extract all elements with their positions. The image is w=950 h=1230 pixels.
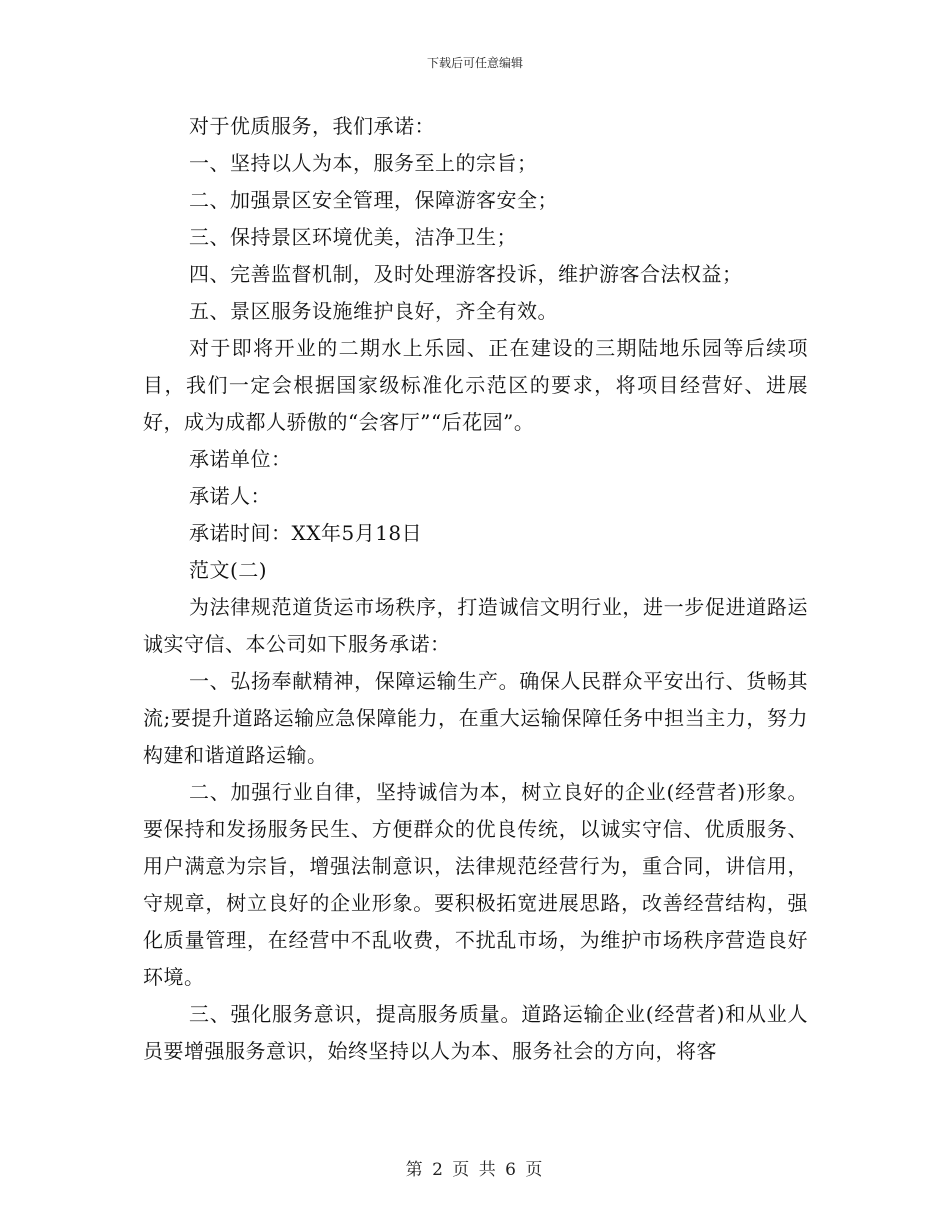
paragraph-item-3: 三、保持景区环境优美，洁净卫生；: [189, 225, 517, 249]
paragraph-sample-item-1: 一、弘扬奉献精神，保障运输生产。确保人民群众平安出行、货畅其流;要提升道路运输应急保障能力，在重大运输保障任务中担当主力，努力构建和谐道路运输。: [143, 669, 808, 767]
document-body: [143, 108, 808, 1070]
paragraph-sample-item-2: 二、加强行业自律，坚持诚信为本，树立良好的企业(经营者)形象。要保持和发扬服务民生、方便群众的优良传统，以诚实守信、优质服务、用户满意为宗旨，增强法制意识，法律规范经营行为，重合同，讲信用，守规章，树立良好的企业形象。要积极拓宽进展思路，改善经营结构，强化质量管理，在经营中不乱收费，不扰乱市场，为维护市场秩序营造良好环境。: [143, 780, 808, 989]
paragraph-item-5: 五、景区服务设施维护良好，齐全有效。: [189, 299, 558, 323]
paragraph-item-4: 四、完善监督机制，及时处理游客投诉，维护游客合法权益；: [189, 262, 743, 286]
paragraph-pledge-date: 承诺时间：XX年5月18日: [189, 521, 423, 545]
paragraph-item-2: 二、加强景区安全管理，保障游客安全；: [189, 188, 558, 212]
paragraph-future-projects: 对于即将开业的二期水上乐园、正在建设的三期陆地乐园等后续项目，我们一定会根据国家级标准化示范区的要求，将项目经营好、进展好，成为成都人骄傲的“会客厅”“后花园”。: [143, 336, 808, 434]
paragraph-sample-item-3: 三、强化服务意识，提高服务质量。道路运输企业(经营者)和从业人员要增强服务意识，始终坚持以人为本、服务社会的方向，将客: [143, 1002, 808, 1063]
paragraph-intro: 对于优质服务，我们承诺：: [189, 114, 435, 138]
paragraph-sample-intro: 为法律规范道货运市场秩序，打造诚信文明行业，进一步促进道路运诚实守信、本公司如下服务承诺：: [143, 595, 808, 656]
page-footer: 第 2 页 共 6 页: [405, 1160, 545, 1180]
paragraph-pledge-unit: 承诺单位：: [189, 447, 292, 471]
paragraph-sample-title: 范文(二): [189, 558, 268, 582]
page-header: 下载后可任意编辑: [426, 56, 523, 70]
paragraph-item-1: 一、坚持以人为本，服务至上的宗旨；: [189, 151, 538, 175]
paragraph-pledge-person: 承诺人：: [189, 484, 271, 508]
